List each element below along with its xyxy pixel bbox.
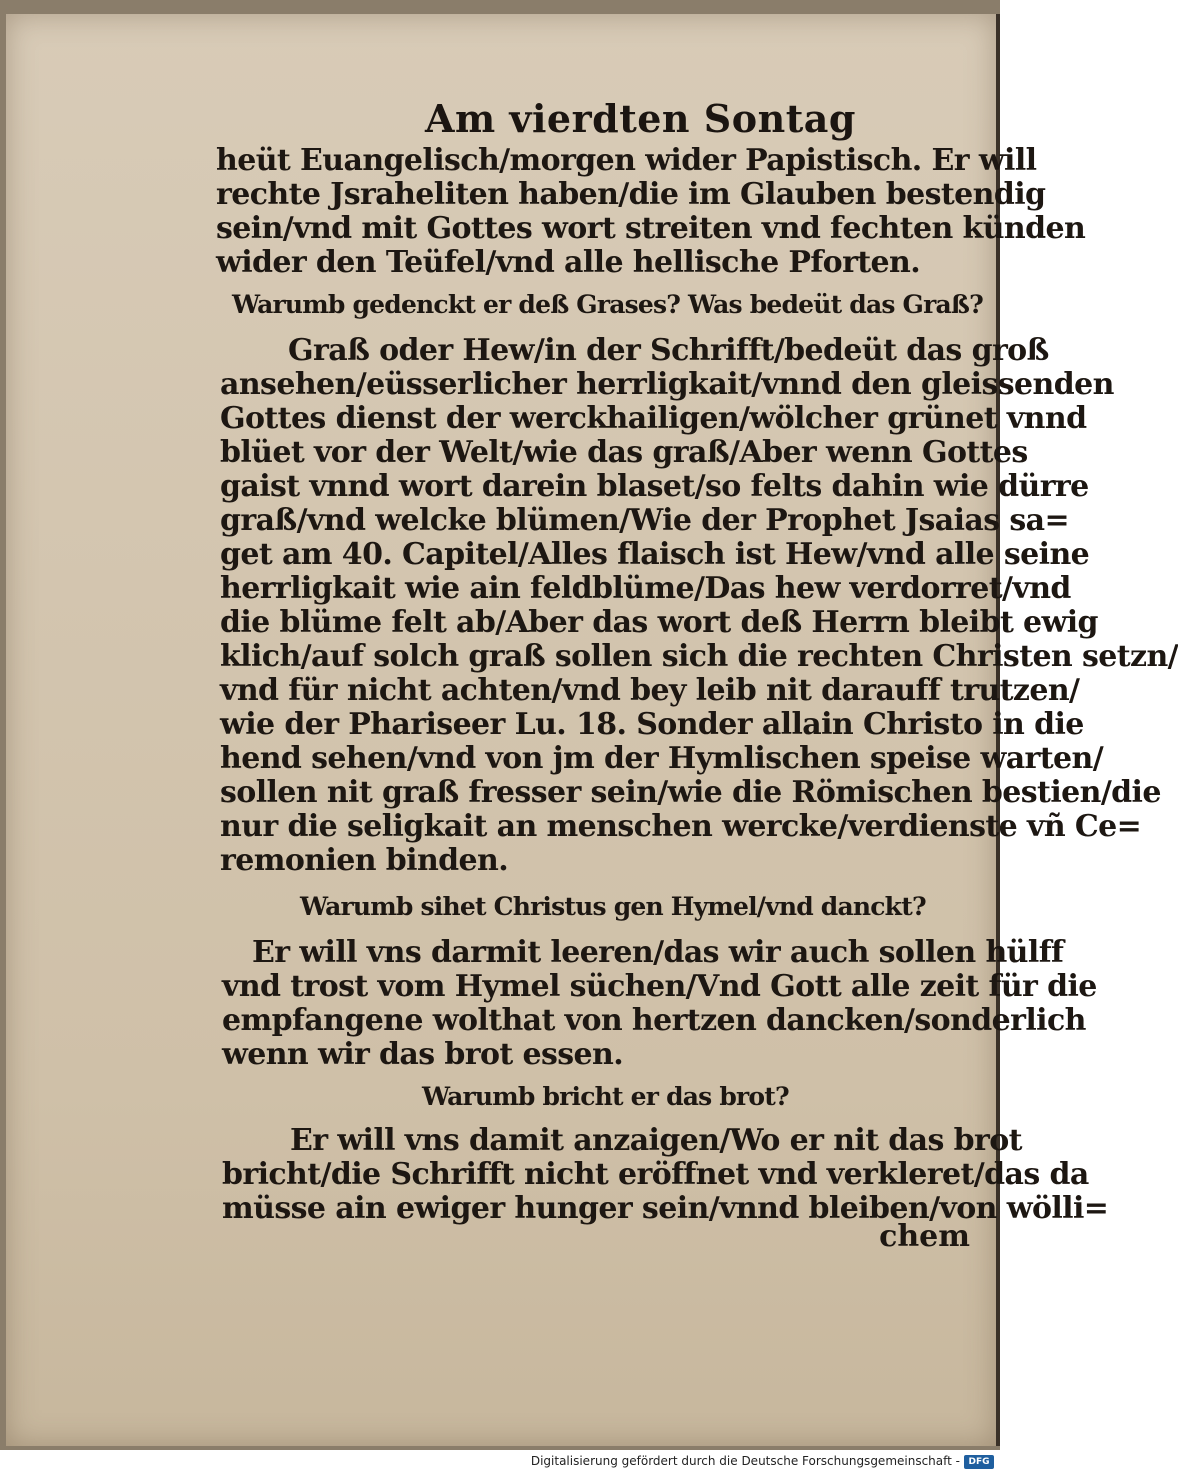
text-line: herrligkait wie ain feldblüme/Das hew verdorret/vnd: [220, 571, 1071, 606]
text-line: bricht/die Schrifft nicht eröffnet vnd verkleret/das da: [222, 1157, 1089, 1192]
text-line: empfangene wolthat von hertzen dancken/sonderlich: [222, 1003, 1086, 1038]
section-question: Warumb gedenckt er deß Grases? Was bedeüt das Graß?: [232, 290, 983, 319]
text-line: Gottes dienst der werckhailigen/wölcher grünet vnnd: [220, 401, 1087, 436]
text-line: müsse ain ewiger hunger sein/vnnd bleiben/von wölli=: [222, 1191, 1109, 1226]
text-line: graß/vnd welcke blümen/Wie der Prophet Jsaias sa=: [220, 503, 1070, 538]
text-line: blüet vor der Welt/wie das graß/Aber wenn Gottes: [220, 435, 1028, 470]
text-line: rechte Jsraheliten haben/die im Glauben bestendig: [216, 177, 1046, 212]
text-line: heüt Euangelisch/morgen wider Papistisch. Er will: [216, 143, 1037, 178]
text-line: wenn wir das brot essen.: [222, 1037, 624, 1072]
text-line: Er will vns darmit leeren/das wir auch sollen hülff: [252, 935, 1064, 970]
footer-credit: Digitalisierung gefördert durch die Deutsche Forschungsgemeinschaft -: [530, 1454, 960, 1468]
text-line: hend sehen/vnd von jm der Hymlischen speise warten/: [220, 741, 1104, 776]
text-line: die blüme felt ab/Aber das wort deß Herrn bleibt ewig: [220, 605, 1098, 640]
section-question: Warumb sihet Christus gen Hymel/vnd danckt?: [300, 892, 926, 921]
text-line: klich/auf solch graß sollen sich die rechten Christen setzn/: [220, 639, 1178, 674]
running-head: Am vierdten Sontag: [425, 96, 856, 141]
text-line: nur die seligkait an menschen wercke/verdienste vñ Ce=: [220, 809, 1142, 844]
text-line: ansehen/eüsserlicher herrligkait/vnnd den gleissenden: [220, 367, 1114, 402]
text-line: remonien binden.: [220, 843, 509, 878]
text-line: gaist vnnd wort darein blaset/so felts dahin wie dürre: [220, 469, 1089, 504]
section-question: Warumb bricht er das brot?: [422, 1082, 789, 1111]
text-line: wie der Phariseer Lu. 18. Sonder allain Christo in die: [220, 707, 1084, 742]
text-line: sollen nit graß fresser sein/wie die Römischen bestien/die: [220, 775, 1161, 810]
text-line: Graß oder Hew/in der Schrifft/bedeüt das groß: [288, 333, 1049, 368]
text-line: vnd trost vom Hymel süchen/Vnd Gott alle zeit für die: [222, 969, 1097, 1004]
text-line: Er will vns damit anzaigen/Wo er nit das brot: [290, 1123, 1022, 1158]
catchword: chem: [879, 1219, 970, 1254]
text-line: wider den Teüfel/vnd alle hellische Pforten.: [216, 245, 921, 280]
text-line: get am 40. Capitel/Alles flaisch ist Hew/vnd alle seine: [220, 537, 1090, 572]
text-line: sein/vnd mit Gottes wort streiten vnd fechten künden: [216, 211, 1086, 246]
text-line: vnd für nicht achten/vnd bey leib nit darauff trutzen/: [220, 673, 1080, 708]
dfg-logo-icon: DFG: [964, 1455, 994, 1469]
footer-bar: [0, 1450, 1000, 1472]
